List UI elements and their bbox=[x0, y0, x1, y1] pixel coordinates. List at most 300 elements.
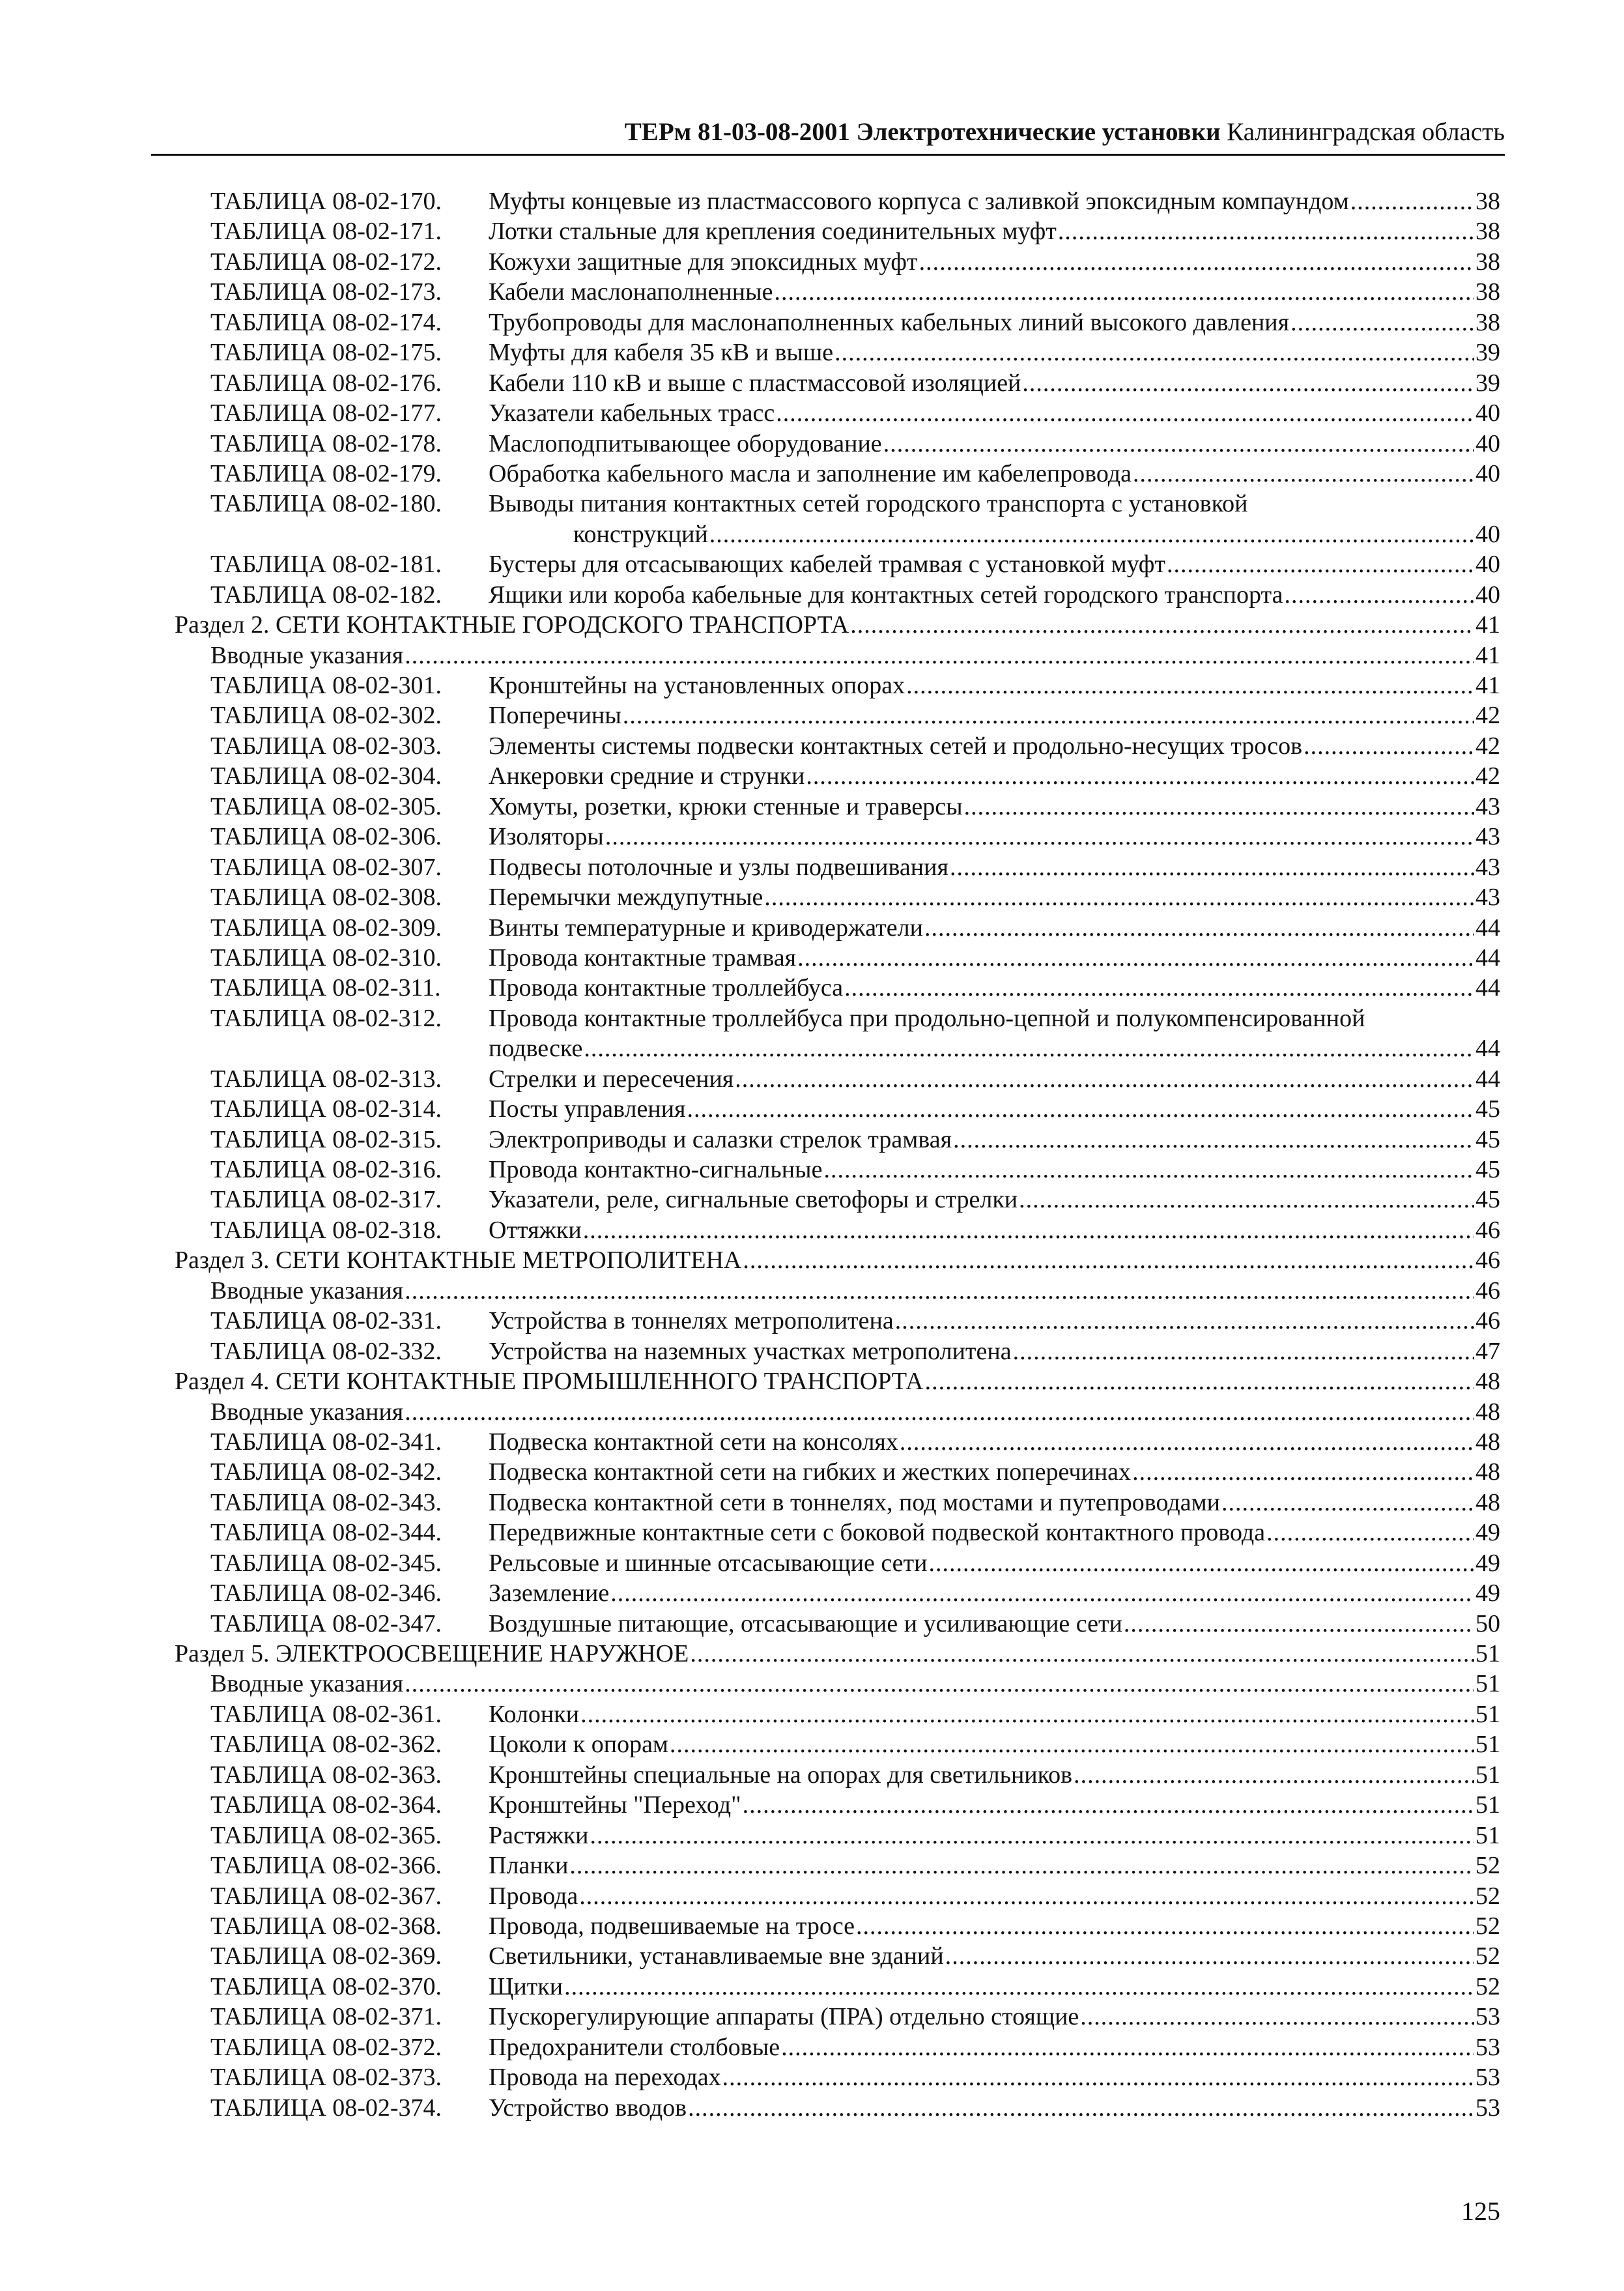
toc-entry-title: Лотки стальные для крепления соединительных муфт bbox=[489, 218, 1057, 246]
toc-entry[interactable] bbox=[175, 1094, 1500, 1124]
toc-entry[interactable] bbox=[175, 1729, 1500, 1759]
toc-entry-page: 50 bbox=[1475, 1609, 1500, 1637]
leader-dots bbox=[856, 1911, 1474, 1941]
toc-entry-page: 46 bbox=[1475, 1307, 1500, 1335]
leader-dots bbox=[583, 1215, 1474, 1245]
toc-entry[interactable] bbox=[175, 943, 1500, 973]
toc-section-page: 48 bbox=[1475, 1368, 1500, 1396]
toc-intro-title: Вводные указания bbox=[210, 1670, 404, 1698]
toc-entry-label: ТАБЛИЦА 08-02-363. bbox=[210, 1761, 442, 1789]
leader-dots bbox=[687, 1094, 1474, 1124]
toc-entry-label: ТАБЛИЦА 08-02-372. bbox=[210, 2033, 442, 2061]
leader-dots bbox=[605, 822, 1474, 852]
toc-entry-continuation[interactable] bbox=[175, 519, 1500, 549]
toc-entry-page: 45 bbox=[1475, 1186, 1500, 1214]
leader-dots bbox=[735, 1064, 1474, 1094]
toc-entry-label: ТАБЛИЦА 08-02-176. bbox=[210, 369, 442, 397]
toc-entry-page: 47 bbox=[1475, 1337, 1500, 1365]
toc-entry-title: Стрелки и пересечения bbox=[489, 1065, 734, 1093]
toc-entry-label: ТАБЛИЦА 08-02-179. bbox=[210, 459, 442, 487]
toc-entry-page: 51 bbox=[1475, 1700, 1500, 1728]
leader-dots bbox=[1350, 186, 1474, 216]
leader-dots bbox=[405, 1397, 1474, 1427]
toc-entry-title: Провода bbox=[489, 1882, 578, 1910]
toc-entry[interactable] bbox=[175, 216, 1500, 246]
toc-section-title: Раздел 5. ЭЛЕКТРООСВЕЩЕНИЕ НАРУЖНОЕ bbox=[175, 1640, 689, 1667]
toc-entry-label: ТАБЛИЦА 08-02-306. bbox=[210, 823, 442, 851]
toc-entry-title: Провода контактные троллейбуса bbox=[489, 974, 844, 1002]
toc-entry[interactable] bbox=[175, 368, 1500, 398]
toc-entry[interactable] bbox=[175, 822, 1500, 852]
toc-entry-title: Заземление bbox=[489, 1579, 610, 1607]
toc-entry-title: Бустеры для отсасывающих кабелей трамвая с установкой муфт bbox=[489, 551, 1166, 579]
toc-entry-label: ТАБЛИЦА 08-02-362. bbox=[210, 1731, 442, 1759]
toc-entry[interactable] bbox=[175, 580, 1500, 610]
toc-entry-title: Подвесы потолочные и узлы подвешивания bbox=[489, 853, 948, 881]
toc-entry-title: Провода контактно-сигнальные bbox=[489, 1156, 823, 1183]
toc-entry-title: Ящики или короба кабельные для контактных сетей городского транспорта bbox=[489, 581, 1283, 609]
toc-entry[interactable] bbox=[175, 1336, 1500, 1366]
leader-dots bbox=[688, 2093, 1474, 2123]
leader-dots bbox=[953, 1125, 1474, 1155]
leader-dots bbox=[1133, 459, 1474, 489]
toc-entry-title: Перемычки междупутные bbox=[489, 884, 763, 912]
leader-dots bbox=[564, 1972, 1474, 2002]
toc-entry-label: ТАБЛИЦА 08-02-174. bbox=[210, 308, 442, 336]
toc-entry-title: Указатели кабельных трасс bbox=[489, 399, 775, 427]
leader-dots bbox=[1221, 1488, 1474, 1518]
toc-entry-title-continuation: конструкций bbox=[573, 520, 708, 548]
toc-entry[interactable] bbox=[175, 882, 1500, 912]
toc-entry-label: ТАБЛИЦА 08-02-316. bbox=[210, 1156, 442, 1183]
toc-intro-title: Вводные указания bbox=[210, 641, 404, 669]
toc-entry-page: 51 bbox=[1475, 1731, 1500, 1759]
toc-section[interactable] bbox=[175, 610, 1500, 640]
toc-entry[interactable] bbox=[175, 1881, 1500, 1911]
leader-dots bbox=[722, 2062, 1474, 2092]
toc-entry-page: 44 bbox=[1475, 1035, 1500, 1063]
leader-dots bbox=[569, 1851, 1474, 1880]
toc-section[interactable] bbox=[175, 1639, 1500, 1669]
toc-entry-title: Воздушные питающие, отсасывающие и усиливающие сети bbox=[489, 1609, 1122, 1637]
toc-entry-page: 53 bbox=[1475, 2003, 1500, 2031]
toc-entry-title: Провода на переходах bbox=[489, 2064, 721, 2092]
toc-entry-page: 51 bbox=[1475, 1791, 1500, 1819]
toc-entry[interactable] bbox=[175, 792, 1500, 822]
toc-entry-label: ТАБЛИЦА 08-02-312. bbox=[210, 1004, 442, 1032]
toc-entry[interactable] bbox=[175, 429, 1500, 459]
toc-section-title: Раздел 4. СЕТИ КОНТАКТНЫЕ ПРОМЫШЛЕННОГО ТРАНСПОРТА bbox=[175, 1368, 924, 1396]
toc-entry-label: ТАБЛИЦА 08-02-373. bbox=[210, 2064, 442, 2092]
toc-entry-label: ТАБЛИЦА 08-02-314. bbox=[210, 1095, 442, 1123]
toc-entry-page: 39 bbox=[1475, 369, 1500, 397]
toc-entry-page: 49 bbox=[1475, 1549, 1500, 1577]
toc-entry[interactable] bbox=[175, 1125, 1500, 1155]
leader-dots bbox=[945, 1941, 1474, 1971]
toc-entry[interactable] bbox=[175, 1457, 1500, 1487]
leader-dots bbox=[844, 973, 1474, 1003]
toc-entry-page: 48 bbox=[1475, 1488, 1500, 1516]
toc-entry-title: Муфты для кабеля 35 кВ и выше bbox=[489, 339, 834, 367]
toc-entry-label: ТАБЛИЦА 08-02-317. bbox=[210, 1186, 442, 1214]
leader-dots bbox=[924, 913, 1474, 943]
toc-entry-title: Пускорегулирующие аппараты (ПРА) отдельно стоящие bbox=[489, 2003, 1079, 2031]
toc-entry[interactable] bbox=[175, 670, 1500, 700]
toc-entry[interactable] bbox=[175, 1851, 1500, 1880]
leader-dots bbox=[1266, 1518, 1474, 1548]
toc-entry-label: ТАБЛИЦА 08-02-313. bbox=[210, 1065, 442, 1093]
toc-entry-page: 42 bbox=[1475, 732, 1500, 760]
toc-entry-label: ТАБЛИЦА 08-02-364. bbox=[210, 1791, 442, 1819]
toc-entry-title: Трубопроводы для маслонаполненных кабельных линий высокого давления bbox=[489, 308, 1290, 336]
toc-entry-label: ТАБЛИЦА 08-02-173. bbox=[210, 278, 442, 306]
toc-entry-page: 52 bbox=[1475, 1942, 1500, 1970]
toc-entry[interactable] bbox=[175, 1003, 1500, 1033]
toc-entry[interactable] bbox=[175, 1972, 1500, 2002]
toc-entry-title: Подвеска контактной сети на гибких и жестких поперечинах bbox=[489, 1458, 1132, 1486]
toc-entry-title: Выводы питания контактных сетей городского транспорта с установкой bbox=[489, 490, 1248, 518]
toc-entry-label: ТАБЛИЦА 08-02-366. bbox=[210, 1852, 442, 1880]
toc-entry-label: ТАБЛИЦА 08-02-369. bbox=[210, 1942, 442, 1970]
toc-entry-label: ТАБЛИЦА 08-02-361. bbox=[210, 1700, 442, 1728]
toc-entry-label: ТАБЛИЦА 08-02-311. bbox=[210, 974, 441, 1002]
toc-entry[interactable] bbox=[175, 1488, 1500, 1518]
toc-entry-label: ТАБЛИЦА 08-02-331. bbox=[210, 1307, 442, 1335]
toc-entry[interactable] bbox=[175, 186, 1500, 216]
toc-intro-title: Вводные указания bbox=[210, 1398, 404, 1426]
header-region: Калининградская область bbox=[1227, 118, 1505, 146]
leader-dots bbox=[895, 1306, 1474, 1336]
toc-entry-title: Устройства в тоннелях метрополитена bbox=[489, 1307, 894, 1335]
toc-entry[interactable] bbox=[175, 1548, 1500, 1578]
toc-entry-title: Предохранители столбовые bbox=[489, 2033, 780, 2061]
toc-entry[interactable] bbox=[175, 1155, 1500, 1185]
toc-entry-label: ТАБЛИЦА 08-02-304. bbox=[210, 762, 442, 790]
toc-entry-title: Указатели, реле, сигнальные светофоры и стрелки bbox=[489, 1186, 1018, 1214]
toc-entry-title: Анкеровки средние и струнки bbox=[489, 762, 805, 790]
toc-entry-label: ТАБЛИЦА 08-02-301. bbox=[210, 672, 442, 699]
leader-dots bbox=[405, 641, 1474, 670]
toc-entry-page: 38 bbox=[1475, 248, 1500, 276]
toc-intro-page: 46 bbox=[1475, 1276, 1500, 1304]
toc-intro-title: Вводные указания bbox=[210, 1276, 404, 1304]
toc-entry[interactable] bbox=[175, 700, 1500, 730]
toc-entry-label: ТАБЛИЦА 08-02-365. bbox=[210, 1821, 442, 1849]
toc-entry-page: 45 bbox=[1475, 1125, 1500, 1153]
toc-entry-label: ТАБЛИЦА 08-02-180. bbox=[210, 490, 442, 518]
toc-entry[interactable] bbox=[175, 761, 1500, 791]
toc-entry[interactable] bbox=[175, 1306, 1500, 1336]
leader-dots bbox=[590, 1821, 1474, 1851]
toc-entry-title: Кабели 110 кВ и выше с пластмассовой изоляцией bbox=[489, 369, 1021, 397]
toc-entry-title: Колонки bbox=[489, 1700, 580, 1728]
toc-entry[interactable] bbox=[175, 731, 1500, 761]
leader-dots bbox=[900, 1427, 1474, 1457]
leader-dots bbox=[928, 1548, 1474, 1578]
toc-entry-page: 48 bbox=[1475, 1458, 1500, 1486]
toc-entry-page: 52 bbox=[1475, 1852, 1500, 1880]
leader-dots bbox=[1019, 1185, 1474, 1215]
toc-entry-label: ТАБЛИЦА 08-02-309. bbox=[210, 914, 442, 942]
toc-entry-page: 52 bbox=[1475, 1882, 1500, 1910]
toc-entry-title: Цоколи к опорам bbox=[489, 1731, 668, 1759]
toc-entry-title: Обработка кабельного масла и заполнение им кабелепровода bbox=[489, 459, 1132, 487]
toc-entry-page: 43 bbox=[1475, 792, 1500, 820]
toc-entry-title: Муфты концевые из пластмассового корпуса с заливкой эпоксидным компаундом bbox=[489, 188, 1349, 215]
toc-entry-page: 53 bbox=[1475, 2094, 1500, 2122]
toc-entry-label: ТАБЛИЦА 08-02-347. bbox=[210, 1609, 442, 1637]
toc-entry-page: 39 bbox=[1475, 339, 1500, 367]
toc-entry-label: ТАБЛИЦА 08-02-315. bbox=[210, 1125, 442, 1153]
toc-section-page: 51 bbox=[1475, 1640, 1500, 1667]
toc-entry-page: 53 bbox=[1475, 2033, 1500, 2061]
toc-entry[interactable] bbox=[175, 247, 1500, 277]
leader-dots bbox=[623, 700, 1474, 730]
toc-entry[interactable] bbox=[175, 852, 1500, 882]
toc-entry-page: 53 bbox=[1475, 2064, 1500, 2092]
leader-dots bbox=[1058, 216, 1474, 246]
leader-dots bbox=[774, 277, 1474, 307]
toc-entry-label: ТАБЛИЦА 08-02-302. bbox=[210, 702, 442, 730]
toc-entry-title-continuation: подвеске bbox=[489, 1035, 583, 1063]
leader-dots bbox=[1022, 368, 1474, 398]
toc-entry[interactable] bbox=[175, 398, 1500, 428]
toc-section[interactable] bbox=[175, 1366, 1500, 1396]
toc-entry-page: 42 bbox=[1475, 702, 1500, 730]
leader-dots bbox=[906, 670, 1474, 700]
toc-entry-label: ТАБЛИЦА 08-02-178. bbox=[210, 429, 442, 457]
toc-intro[interactable] bbox=[175, 641, 1500, 670]
toc-entry[interactable] bbox=[175, 2002, 1500, 2032]
toc-entry[interactable] bbox=[175, 338, 1500, 367]
toc-entry[interactable] bbox=[175, 549, 1500, 579]
toc-entry[interactable] bbox=[175, 308, 1500, 338]
toc-intro[interactable] bbox=[175, 1397, 1500, 1427]
toc-entry-label: ТАБЛИЦА 08-02-371. bbox=[210, 2003, 442, 2031]
toc-entry-title: Кабели маслонаполненные bbox=[489, 278, 773, 306]
leader-dots bbox=[709, 519, 1474, 549]
leader-dots bbox=[1074, 1760, 1474, 1790]
toc-entry-page: 38 bbox=[1475, 218, 1500, 246]
toc-entry-title: Изоляторы bbox=[489, 823, 604, 851]
toc-entry-title: Планки bbox=[489, 1852, 569, 1880]
toc-entry-page: 38 bbox=[1475, 188, 1500, 215]
toc-intro[interactable] bbox=[175, 1276, 1500, 1306]
header-title: Электротехнические установки bbox=[856, 118, 1221, 146]
toc-entry[interactable] bbox=[175, 1215, 1500, 1245]
toc-entry-label: ТАБЛИЦА 08-02-343. bbox=[210, 1488, 442, 1516]
toc-entry[interactable] bbox=[175, 2032, 1500, 2062]
toc-entry-title: Электроприводы и салазки стрелок трамвая bbox=[489, 1125, 952, 1153]
leader-dots bbox=[797, 943, 1474, 973]
toc-entry[interactable] bbox=[175, 1578, 1500, 1608]
leader-dots bbox=[883, 429, 1474, 459]
toc-entry-title: Провода контактные трамвая bbox=[489, 944, 797, 972]
leader-dots bbox=[743, 1790, 1474, 1820]
toc-entry-label: ТАБЛИЦА 08-02-344. bbox=[210, 1519, 442, 1547]
toc-entry-label: ТАБЛИЦА 08-02-170. bbox=[210, 188, 442, 215]
toc-entry-label: ТАБЛИЦА 08-02-310. bbox=[210, 944, 442, 972]
toc-entry-page: 49 bbox=[1475, 1579, 1500, 1607]
toc-entry-title: Провода, подвешиваемые на тросе bbox=[489, 1912, 855, 1940]
leader-dots bbox=[1167, 549, 1474, 579]
toc-entry-label: ТАБЛИЦА 08-02-368. bbox=[210, 1912, 442, 1940]
leader-dots bbox=[964, 792, 1474, 822]
toc-entry-page: 40 bbox=[1475, 520, 1500, 548]
toc-entry-title: Хомуты, розетки, крюки стенные и траверсы bbox=[489, 792, 963, 820]
toc-entry-page: 44 bbox=[1475, 914, 1500, 942]
toc-entry-label: ТАБЛИЦА 08-02-177. bbox=[210, 399, 442, 427]
toc-entry-title: Светильники, устанавливаемые вне зданий bbox=[489, 1942, 944, 1970]
leader-dots bbox=[919, 247, 1474, 277]
leader-dots bbox=[764, 882, 1474, 912]
toc-entry-label: ТАБЛИЦА 08-02-341. bbox=[210, 1428, 442, 1456]
leader-dots bbox=[950, 852, 1474, 882]
toc-entry[interactable] bbox=[175, 459, 1500, 489]
leader-dots bbox=[610, 1578, 1474, 1608]
toc-entry[interactable] bbox=[175, 2062, 1500, 2092]
toc-entry-page: 40 bbox=[1475, 459, 1500, 487]
leader-dots bbox=[1080, 2002, 1474, 2032]
toc-entry-label: ТАБЛИЦА 08-02-171. bbox=[210, 218, 442, 246]
toc-entry-page: 44 bbox=[1475, 1065, 1500, 1093]
leader-dots bbox=[584, 1033, 1474, 1063]
header-code: ТЕРм 81-03-08-2001 bbox=[624, 118, 850, 146]
toc-entry-title: Винты температурные и криводержатели bbox=[489, 914, 923, 942]
toc-entry-label: ТАБЛИЦА 08-02-307. bbox=[210, 853, 442, 881]
toc-entry-label: ТАБЛИЦА 08-02-303. bbox=[210, 732, 442, 760]
toc-entry-page: 48 bbox=[1475, 1428, 1500, 1456]
toc-entry-label: ТАБЛИЦА 08-02-318. bbox=[210, 1216, 442, 1244]
toc-entry-continuation[interactable] bbox=[175, 1033, 1500, 1063]
toc-intro-page: 51 bbox=[1475, 1670, 1500, 1698]
toc-entry-title: Маслоподпитывающее оборудование bbox=[489, 429, 882, 457]
toc-entry[interactable] bbox=[175, 1427, 1500, 1457]
toc-entry-page: 43 bbox=[1475, 853, 1500, 881]
leader-dots bbox=[834, 338, 1474, 367]
toc-entry[interactable] bbox=[175, 1064, 1500, 1094]
toc-entry-page: 41 bbox=[1475, 672, 1500, 699]
toc-entry[interactable] bbox=[175, 1941, 1500, 1971]
toc-entry-page: 51 bbox=[1475, 1761, 1500, 1789]
toc-entry-label: ТАБЛИЦА 08-02-342. bbox=[210, 1458, 442, 1486]
toc-entry-page: 44 bbox=[1475, 974, 1500, 1002]
toc-intro-page: 48 bbox=[1475, 1398, 1500, 1426]
toc-entry-page: 42 bbox=[1475, 762, 1500, 790]
toc-entry-page: 40 bbox=[1475, 399, 1500, 427]
toc-entry-page: 49 bbox=[1475, 1519, 1500, 1547]
toc-entry-page: 43 bbox=[1475, 823, 1500, 851]
toc-section-title: Раздел 3. СЕТИ КОНТАКТНЫЕ МЕТРОПОЛИТЕНА bbox=[175, 1246, 742, 1275]
toc-section[interactable] bbox=[175, 1245, 1500, 1275]
toc-entry-title: Кожухи защитные для эпоксидных муфт bbox=[489, 248, 918, 276]
toc-entry-page: 52 bbox=[1475, 1912, 1500, 1940]
toc-entry-page: 40 bbox=[1475, 551, 1500, 579]
running-header bbox=[151, 117, 1505, 147]
toc-entry-page: 45 bbox=[1475, 1156, 1500, 1183]
header-rule bbox=[151, 154, 1505, 156]
toc-section-page: 46 bbox=[1475, 1246, 1500, 1275]
leader-dots bbox=[850, 610, 1474, 640]
toc-entry-title: Щитки bbox=[489, 1972, 563, 2000]
toc-entry[interactable] bbox=[175, 1518, 1500, 1548]
toc-entry-label: ТАБЛИЦА 08-02-332. bbox=[210, 1337, 442, 1365]
toc-entry-page: 38 bbox=[1475, 308, 1500, 336]
leader-dots bbox=[690, 1639, 1474, 1669]
toc-entry-title: Кронштейны "Переход" bbox=[489, 1791, 741, 1819]
toc-entry[interactable] bbox=[175, 973, 1500, 1003]
toc-entry-label: ТАБЛИЦА 08-02-308. bbox=[210, 884, 442, 912]
toc-entry[interactable] bbox=[175, 913, 1500, 943]
toc-entry-label: ТАБЛИЦА 08-02-374. bbox=[210, 2094, 442, 2122]
leader-dots bbox=[1290, 308, 1474, 338]
toc-entry-title: Устройство вводов bbox=[489, 2094, 687, 2122]
toc-entry-page: 46 bbox=[1475, 1216, 1500, 1244]
toc-entry-title: Кронштейны на установленных опорах bbox=[489, 672, 905, 699]
toc-entry-label: ТАБЛИЦА 08-02-182. bbox=[210, 581, 442, 609]
leader-dots bbox=[781, 2032, 1474, 2062]
toc-entry-label: ТАБЛИЦА 08-02-172. bbox=[210, 248, 442, 276]
toc-entry-page: 43 bbox=[1475, 884, 1500, 912]
leader-dots bbox=[405, 1276, 1474, 1306]
page-number: 125 bbox=[1461, 2197, 1500, 2226]
toc-entry-page: 40 bbox=[1475, 581, 1500, 609]
leader-dots bbox=[580, 1699, 1474, 1729]
toc-entry[interactable] bbox=[175, 1699, 1500, 1729]
toc-entry-page: 52 bbox=[1475, 1972, 1500, 2000]
toc-entry-title: Растяжки bbox=[489, 1821, 589, 1849]
toc-entry-page: 44 bbox=[1475, 944, 1500, 972]
toc-entry[interactable] bbox=[175, 1911, 1500, 1941]
leader-dots bbox=[579, 1881, 1474, 1911]
table-of-contents bbox=[175, 186, 1500, 2123]
leader-dots bbox=[1013, 1336, 1474, 1366]
leader-dots bbox=[1124, 1609, 1474, 1639]
leader-dots bbox=[823, 1155, 1474, 1185]
toc-entry-title: Кронштейны специальные на опорах для светильников bbox=[489, 1761, 1073, 1789]
toc-section-title: Раздел 2. СЕТИ КОНТАКТНЫЕ ГОРОДСКОГО ТРАНСПОРТА bbox=[175, 611, 849, 639]
toc-entry[interactable] bbox=[175, 1790, 1500, 1820]
toc-entry-label: ТАБЛИЦА 08-02-346. bbox=[210, 1579, 442, 1607]
toc-entry-title: Элементы системы подвески контактных сетей и продольно-несущих тросов bbox=[489, 732, 1303, 760]
toc-entry-title: Передвижные контактные сети с боковой подвеской контактного провода bbox=[489, 1519, 1266, 1547]
toc-entry[interactable] bbox=[175, 1760, 1500, 1790]
toc-entry[interactable] bbox=[175, 1821, 1500, 1851]
toc-entry-label: ТАБЛИЦА 08-02-175. bbox=[210, 339, 442, 367]
toc-entry-page: 40 bbox=[1475, 429, 1500, 457]
leader-dots bbox=[405, 1669, 1474, 1699]
leader-dots bbox=[776, 398, 1474, 428]
toc-intro-page: 41 bbox=[1475, 641, 1500, 669]
leader-dots bbox=[670, 1729, 1474, 1759]
leader-dots bbox=[1303, 731, 1474, 761]
toc-entry-label: ТАБЛИЦА 08-02-305. bbox=[210, 792, 442, 820]
toc-entry[interactable] bbox=[175, 277, 1500, 307]
toc-entry[interactable] bbox=[175, 489, 1500, 519]
toc-entry[interactable] bbox=[175, 1185, 1500, 1215]
leader-dots bbox=[806, 761, 1474, 791]
toc-entry-title: Поперечины bbox=[489, 702, 621, 730]
toc-entry-title: Рельсовые и шинные отсасывающие сети bbox=[489, 1549, 928, 1577]
leader-dots bbox=[1132, 1457, 1474, 1487]
toc-entry[interactable] bbox=[175, 2093, 1500, 2123]
toc-entry-page: 45 bbox=[1475, 1095, 1500, 1123]
toc-intro[interactable] bbox=[175, 1669, 1500, 1699]
toc-section-page: 41 bbox=[1475, 611, 1500, 639]
leader-dots bbox=[925, 1366, 1474, 1396]
toc-entry[interactable] bbox=[175, 1609, 1500, 1639]
toc-entry-page: 38 bbox=[1475, 278, 1500, 306]
